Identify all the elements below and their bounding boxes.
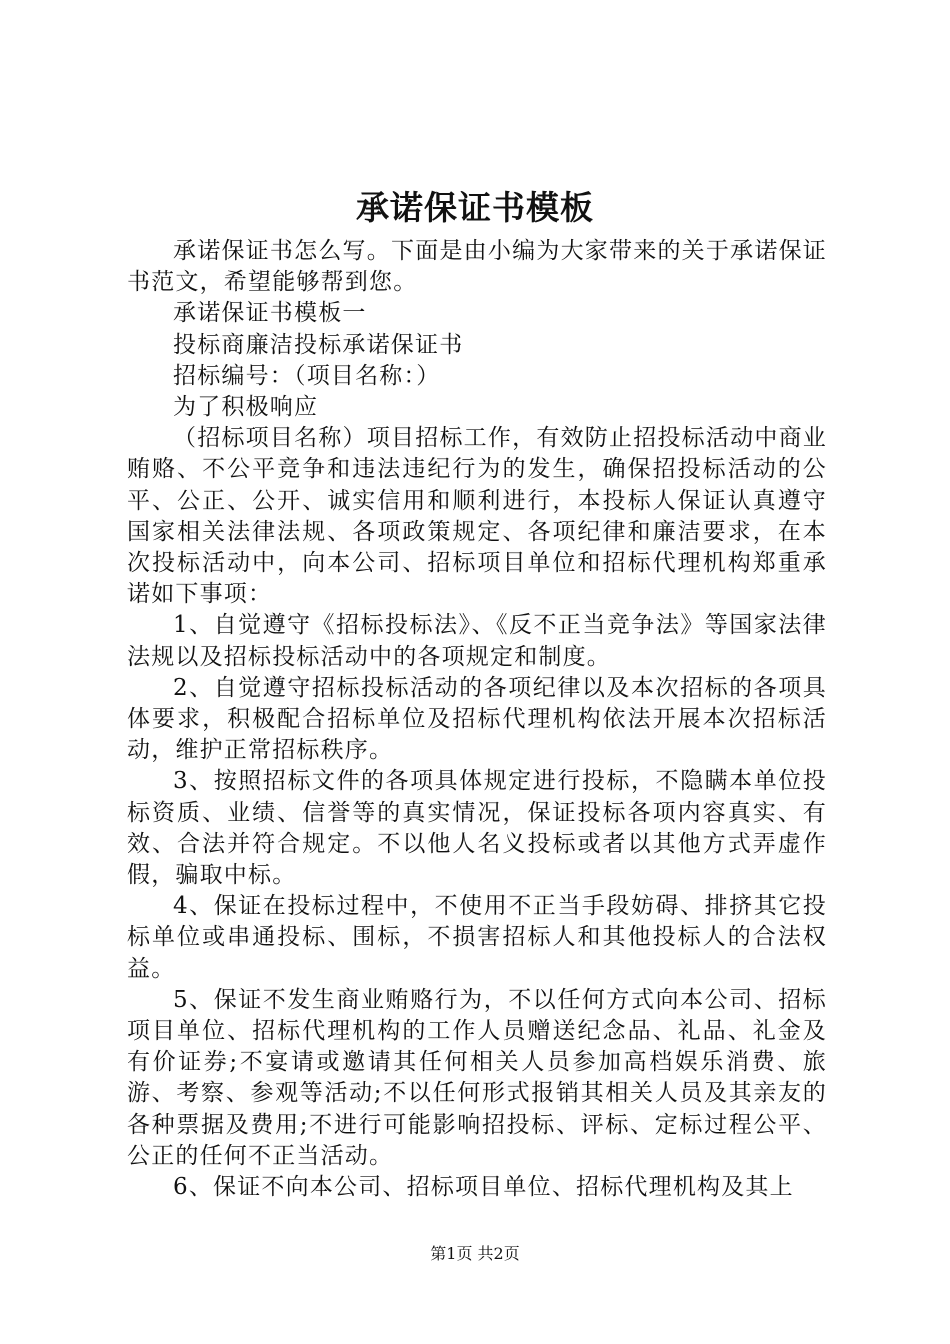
paragraph-item-6: 6、保证不向本公司、招标项目单位、招标代理机构及其上 [173,1174,794,1201]
paragraph-item-3: 3、按照招标文件的各项具体规定进行投标，不隐瞒本单位投标资质、业绩、信誉等的真实情况，保证投标各项内容真实、有效、合法并符合规定。不以他人名义投标或者以其他方式弄虚作假，骗取中标。 [127,768,827,889]
paragraph-item-1: 1、自觉遵守《招标投标法》、《反不正当竞争法》等国家法律法规以及招标投标活动中的各项规定和制度。 [127,612,827,670]
paragraph-item-4: 4、保证在投标过程中，不使用不正当手段妨碍、排挤其它投标单位或串通投标、围标，不损害招标人和其他投标人的合法权益。 [127,893,827,982]
paragraph-bid-number: 招标编号：（项目名称：） [173,362,441,389]
paragraph-response: 为了积极响应 [173,394,319,421]
paragraph-template-heading: 承诺保证书模板一 [173,300,367,327]
page-footer: 第1页 共2页 [430,1244,520,1263]
paragraph-item-5: 5、保证不发生商业贿赂行为，不以任何方式向本公司、招标项目单位、招标代理机构的工作人员赠送纪念品、礼品、礼金及有价证券;不宴请或邀请其任何相关人员参加高档娱乐消费、旅游、考察、参观等活动;不以任何形式报销其相关人员及其亲友的各种票据及费用;不进行可能影响招投标、评标、定标过程公平、公正的任何不正当活动。 [127,986,827,1169]
paragraph-pledge-title: 投标商廉洁投标承诺保证书 [173,331,464,358]
paragraph-item-2: 2、自觉遵守招标投标活动的各项纪律以及本次招标的各项具体要求，积极配合招标单位及招标代理机构依法开展本次招标活动，维护正常招标秩序。 [127,674,827,764]
document-body [127,236,827,1203]
paragraph-project-intro: （招标项目名称）项目招标工作，有效防止招投标活动中商业贿赂、不公平竞争和违法违纪行为的发生，确保招投标活动的公平、公正、公开、诚实信用和顺利进行，本投标人保证认真遵守国家相关法律法规、各项政策规定、各项纪律和廉洁要求，在本次投标活动中，向本公司、招标项目单位和招标代理机构郑重承诺如下事项： [127,425,827,608]
paragraph-intro: 承诺保证书怎么写。下面是由小编为大家带来的关于承诺保证书范文，希望能够帮到您。 [127,238,827,296]
document-title: 承诺保证书模板 [356,188,594,227]
